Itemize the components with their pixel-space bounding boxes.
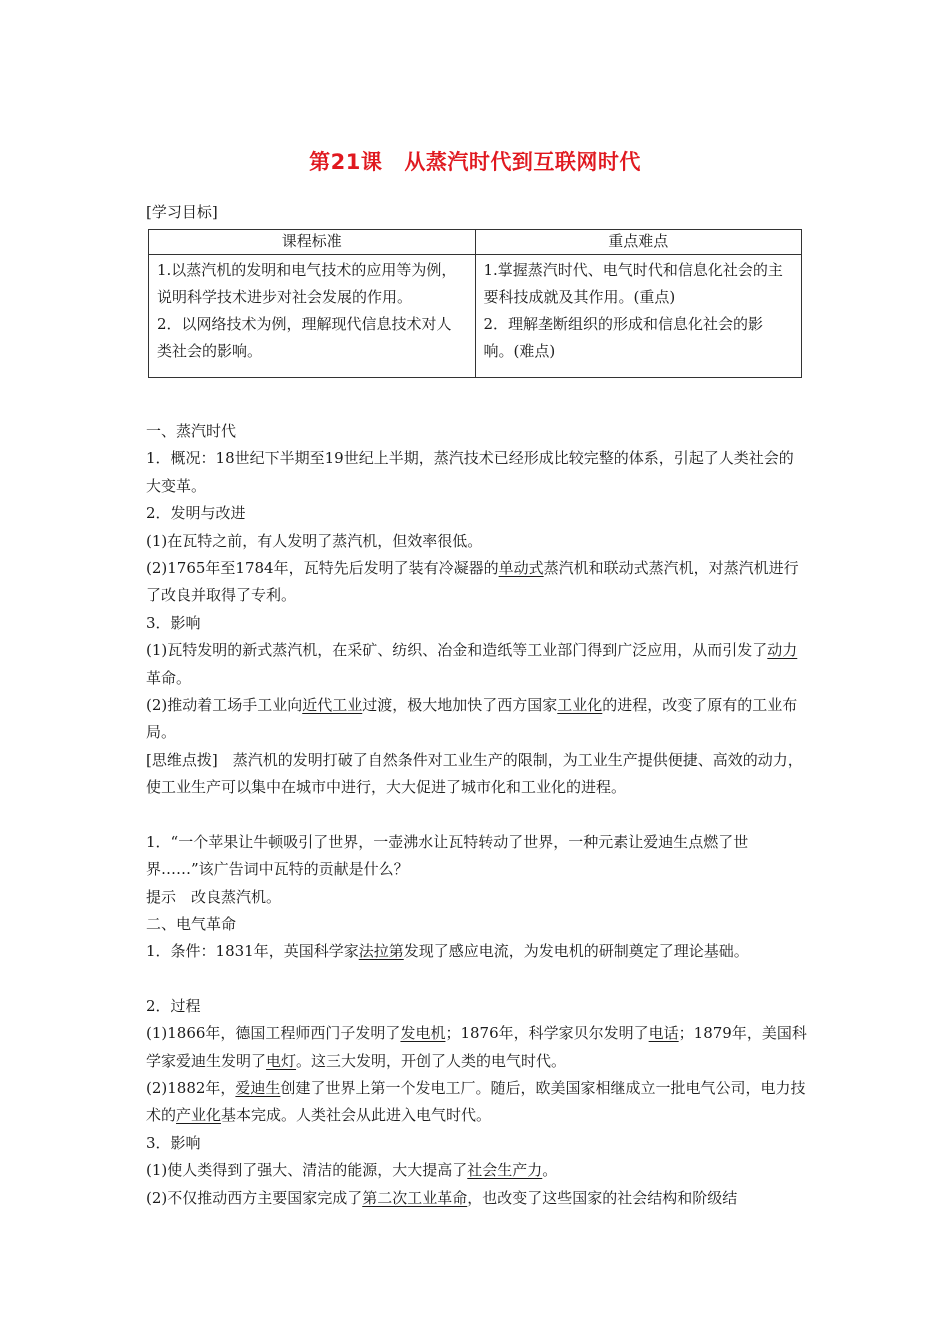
key-term: 电话	[648, 1024, 679, 1043]
text-run: ；1876年，科学家贝尔发明了	[445, 1024, 649, 1043]
standard-item: 2．以网络技术为例，理解现代信息技术对人类社会的影响。	[157, 315, 452, 360]
key-term: 电灯	[266, 1051, 297, 1070]
paragraph	[146, 1020, 808, 1075]
text-run: (2)1882年，	[146, 1078, 236, 1097]
text-run: 的进程，改变了原有的工业布局。	[146, 696, 798, 742]
key-term: 爱迪生	[235, 1078, 281, 1097]
text-run: 。这三大发明，开创了人类的电气时代。	[296, 1051, 567, 1070]
header-key-points: 重点难点	[475, 230, 802, 255]
spacer	[146, 966, 808, 993]
key-term: 社会生产力	[467, 1161, 543, 1180]
text-run: 革命。	[146, 668, 192, 687]
paragraph: 2．过程	[146, 996, 201, 1015]
text-run: (2)推动着工场手工业向	[146, 696, 303, 715]
paragraph	[146, 1075, 808, 1130]
paragraph	[146, 637, 808, 692]
key-term: 动力	[767, 641, 798, 660]
table-header-row	[149, 230, 802, 255]
text-run: (1)1866年，德国工程师西门子发明了	[146, 1024, 401, 1043]
key-term: 工业化	[557, 696, 603, 715]
text-run: 过渡，极大地加快了西方国家	[362, 696, 558, 715]
key-term: 发电机	[400, 1024, 446, 1043]
thinking-tip	[146, 747, 808, 802]
paragraph	[146, 692, 808, 747]
standards-cell	[149, 255, 476, 378]
key-term: 第二次工业革命	[362, 1188, 468, 1207]
objectives-table	[148, 229, 802, 378]
tip-text: 蒸汽机的发明打破了自然条件对工业生产的限制，为工业生产提供便捷、高效的动力，使工业生产可以集中在城市中进行，大大促进了城市化和工业化的进程。	[146, 750, 803, 797]
text-run: (1)瓦特发明的新式蒸汽机，在采矿、纺织、冶金和造纸等工业部门得到广泛应用，从而引发了	[146, 641, 768, 660]
tip-label: [思维点拨]	[146, 750, 218, 769]
question: 1．“一个苹果让牛顿吸引了世界，一壶沸水让瓦特转动了世界，一种元素让爱迪生点燃了世界……”该广告词中瓦特的贡献是什么？	[146, 832, 749, 879]
key-term: 产业化	[176, 1106, 222, 1125]
text-run: ；1879年，美国科学家爱迪生发明了	[146, 1024, 807, 1070]
page-title	[0, 146, 950, 176]
spacer	[146, 802, 808, 829]
section-heading: 一、蒸汽时代	[146, 422, 237, 440]
paragraph: 3．影响	[146, 613, 201, 632]
standard-item: 1.以蒸汽机的发明和电气技术的应用等为例，说明科学技术进步对社会发展的作用。	[157, 261, 457, 306]
section-heading: 二、电气革命	[146, 914, 237, 933]
text-run: ，也改变了这些国家的社会结构和阶级结	[467, 1188, 738, 1207]
paragraph	[146, 555, 808, 610]
paragraph: 1．概况：18世纪下半期至19世纪上半期，蒸汽技术已经形成比较完整的体系，引起了人类社会的大变革。	[146, 449, 794, 495]
lesson-body	[146, 418, 808, 1212]
paragraph	[146, 1185, 808, 1212]
text-run: 蒸汽机和联动式蒸汽机，对蒸汽机进行了改良并取得了专利。	[146, 559, 799, 605]
paragraph	[146, 1157, 808, 1184]
key-point-item: 2．理解垄断组织的形成和信息化社会的影响。(难点)	[483, 315, 764, 360]
text-run: (2)不仅推动西方主要国家完成了	[146, 1188, 363, 1207]
lesson-number: 第21课	[309, 150, 383, 174]
paragraph: 3．影响	[146, 1133, 201, 1152]
lesson-topic: 从蒸汽时代到互联网时代	[404, 150, 641, 174]
key-point-item: 1.掌握蒸汽时代、电气时代和信息化社会的主要科技成就及其作用。(重点)	[483, 261, 783, 306]
paragraph	[146, 938, 808, 965]
text-run: 创建了世界上第一个发电工厂。随后，欧美国家相继成立一批电气公司，电力技术的	[146, 1078, 806, 1125]
paragraph: 2．发明与改进	[146, 504, 246, 523]
text-run: (2)1765年至1784年，瓦特先后发明了装有冷凝器的	[146, 559, 499, 578]
text-run: 。	[542, 1161, 558, 1180]
key-term: 近代工业	[302, 696, 363, 715]
question-hint: 提示 改良蒸汽机。	[146, 887, 282, 906]
table-row	[149, 255, 802, 378]
key-term: 单动式	[498, 559, 544, 578]
key-points-cell	[475, 255, 802, 378]
header-standards: 课程标准	[149, 230, 476, 255]
paragraph: (1)在瓦特之前，有人发明了蒸汽机，但效率很低。	[146, 531, 483, 550]
text-run: 基本完成。人类社会从此进入电气时代。	[221, 1106, 492, 1125]
objectives-label: [学习目标]	[146, 203, 218, 221]
text-run: (1)使人类得到了强大、清洁的能源，大大提高了	[146, 1161, 468, 1180]
text-run: 发现了感应电流，为发电机的研制奠定了理论基础。	[403, 942, 749, 961]
key-term: 法拉第	[358, 942, 404, 961]
text-run: 1．条件：1831年，英国科学家	[146, 942, 359, 961]
